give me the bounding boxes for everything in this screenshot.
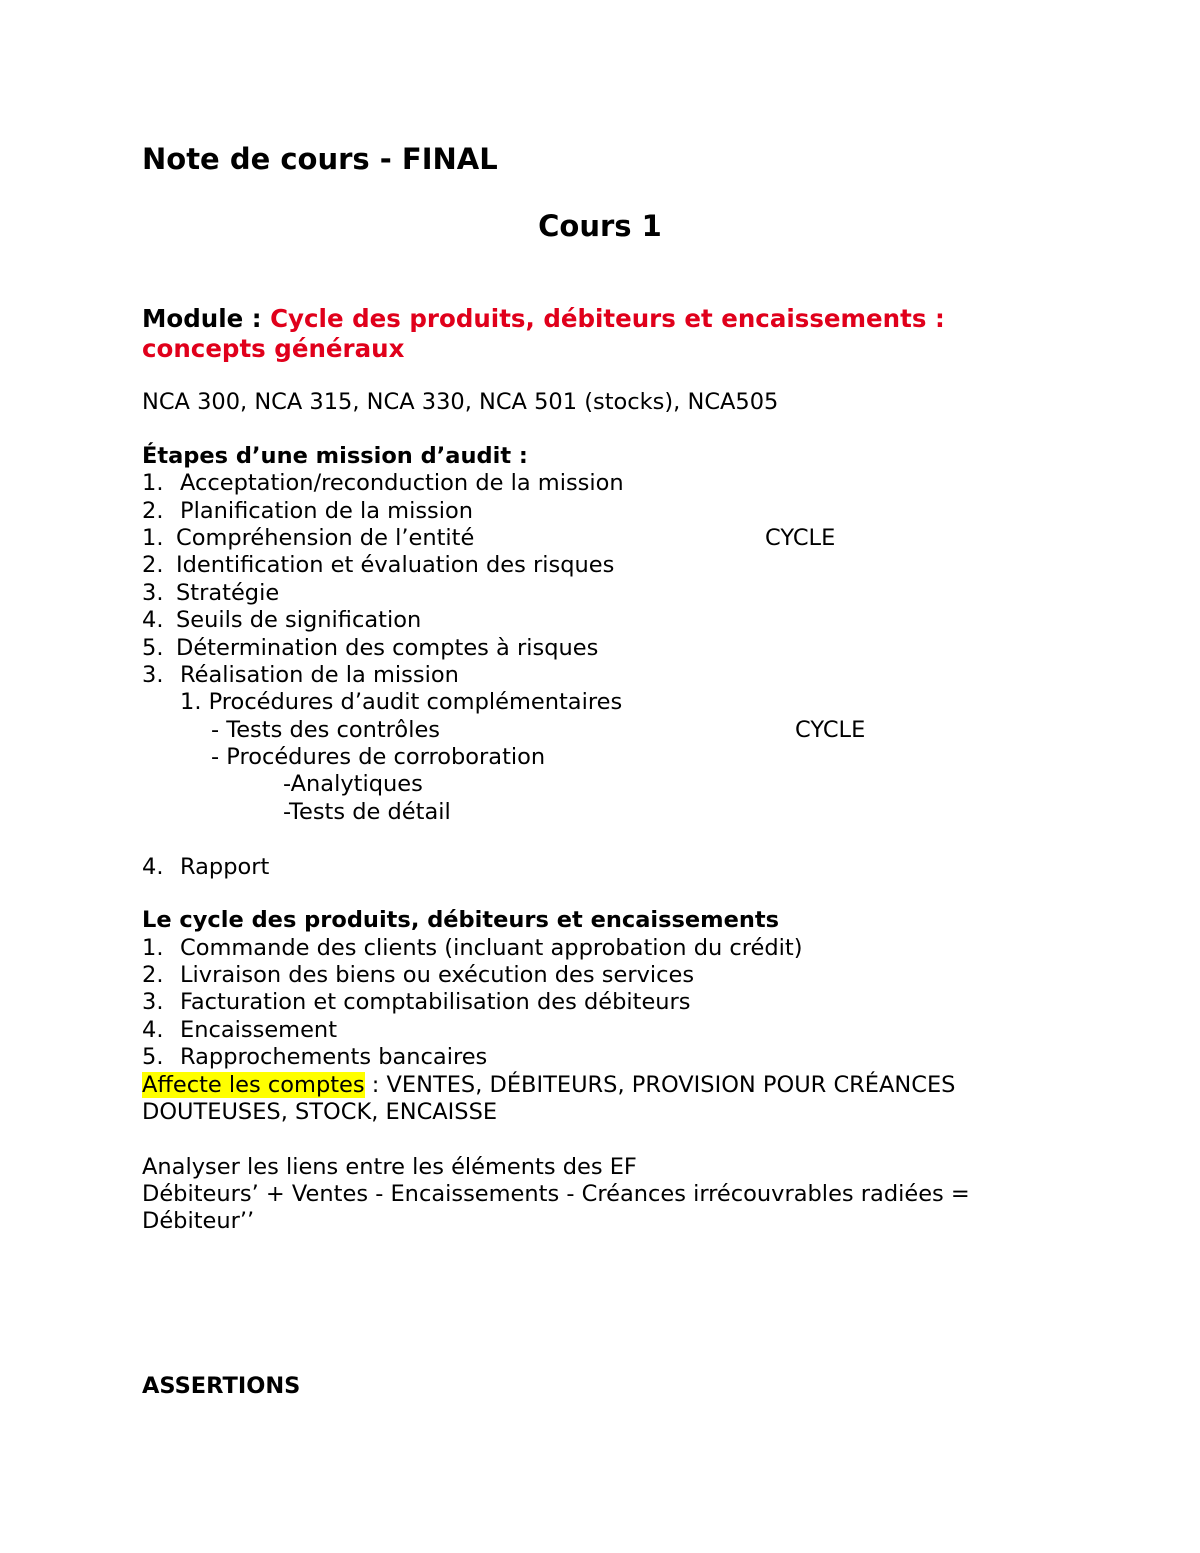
step-number: 2.: [142, 498, 164, 524]
cycle-number: 4.: [142, 1017, 164, 1043]
step-number: 1.: [142, 470, 164, 496]
step-text: Compréhension de l’entité: [176, 525, 475, 551]
step-text: Réalisation de la mission: [180, 662, 459, 688]
cycle-note: CYCLE: [765, 525, 836, 551]
cycle-text: Facturation et comptabilisation des débiteurs: [180, 989, 691, 1015]
cycle-number: 3.: [142, 989, 164, 1015]
step-item: [142, 470, 624, 497]
step-text: Planification de la mission: [180, 498, 474, 524]
cycle-text: Commande des clients (incluant approbation du crédit): [180, 935, 803, 961]
cycle-text: Encaissement: [180, 1017, 338, 1043]
step-text: Seuils de signification: [176, 607, 422, 633]
cycle-item: [142, 1044, 487, 1071]
cycle-item: [142, 935, 803, 962]
step-number: 4.: [142, 607, 164, 633]
step-number: 2.: [142, 552, 164, 578]
sub-step-tests-controls: - Tests des contrôles: [211, 717, 441, 743]
module-line-1: [142, 304, 945, 334]
affected-accounts-list: : VENTES, DÉBITEURS, PROVISION POUR CRÉANCES: [364, 1072, 956, 1098]
sub-step-analytical: -Analytiques: [283, 771, 423, 797]
affected-accounts-line-1: [142, 1072, 955, 1099]
step-number: 5.: [142, 635, 164, 661]
cycle-number: 5.: [142, 1044, 164, 1070]
step-item: [142, 580, 279, 607]
step-item-report: [142, 854, 269, 881]
step-number: 3.: [142, 580, 164, 606]
module-topic-continued: concepts généraux: [142, 334, 405, 363]
step-number: 4.: [142, 854, 164, 880]
step-number: 1.: [142, 525, 164, 551]
module-label: Module :: [142, 304, 271, 333]
cycle-heading: Le cycle des produits, débiteurs et encaissements: [142, 907, 780, 933]
sub-step-detail-tests: -Tests de détail: [283, 799, 451, 825]
step-item: [142, 635, 598, 662]
assertions-heading: ASSERTIONS: [142, 1373, 301, 1399]
step-item: [142, 498, 473, 525]
affected-accounts-line-2: DOUTEUSES, STOCK, ENCAISSE: [142, 1099, 498, 1125]
step-item: [142, 552, 614, 579]
standards-list: NCA 300, NCA 315, NCA 330, NCA 501 (stocks), NCA505: [142, 389, 779, 415]
sub-step-procedures: 1. Procédures d’audit complémentaires: [180, 689, 623, 715]
cycle-text: Rapprochements bancaires: [180, 1044, 488, 1070]
analysis-line-1: Analyser les liens entre les éléments des EF: [142, 1154, 637, 1180]
cycle-item: [142, 989, 691, 1016]
cycle-text: Livraison des biens ou exécution des services: [180, 962, 695, 988]
cycle-item: [142, 962, 694, 989]
step-item: [142, 525, 474, 552]
step-number: 3.: [142, 662, 164, 688]
step-text: Détermination des comptes à risques: [176, 635, 599, 661]
affected-accounts-highlight: Affecte les comptes: [142, 1072, 365, 1098]
course-subtitle: Cours 1: [538, 209, 662, 243]
cycle-item: [142, 1017, 337, 1044]
analysis-formula-continued: Débiteur’’: [142, 1208, 255, 1234]
steps-heading: Étapes d’une mission d’audit :: [142, 443, 528, 469]
document-title: Note de cours - FINAL: [142, 142, 498, 176]
step-item: [142, 662, 459, 689]
step-text: Acceptation/reconduction de la mission: [180, 470, 624, 496]
step-text: Stratégie: [176, 580, 280, 606]
cycle-note: CYCLE: [795, 717, 866, 743]
step-item: [142, 607, 421, 634]
cycle-number: 2.: [142, 962, 164, 988]
step-text: Identification et évaluation des risques: [176, 552, 615, 578]
sub-step-corroboration: - Procédures de corroboration: [211, 744, 546, 770]
analysis-formula: Débiteurs’ + Ventes - Encaissements - Créances irrécouvrables radiées =: [142, 1181, 970, 1207]
step-text: Rapport: [180, 854, 270, 880]
cycle-number: 1.: [142, 935, 164, 961]
module-topic: Cycle des produits, débiteurs et encaissements :: [270, 304, 945, 333]
